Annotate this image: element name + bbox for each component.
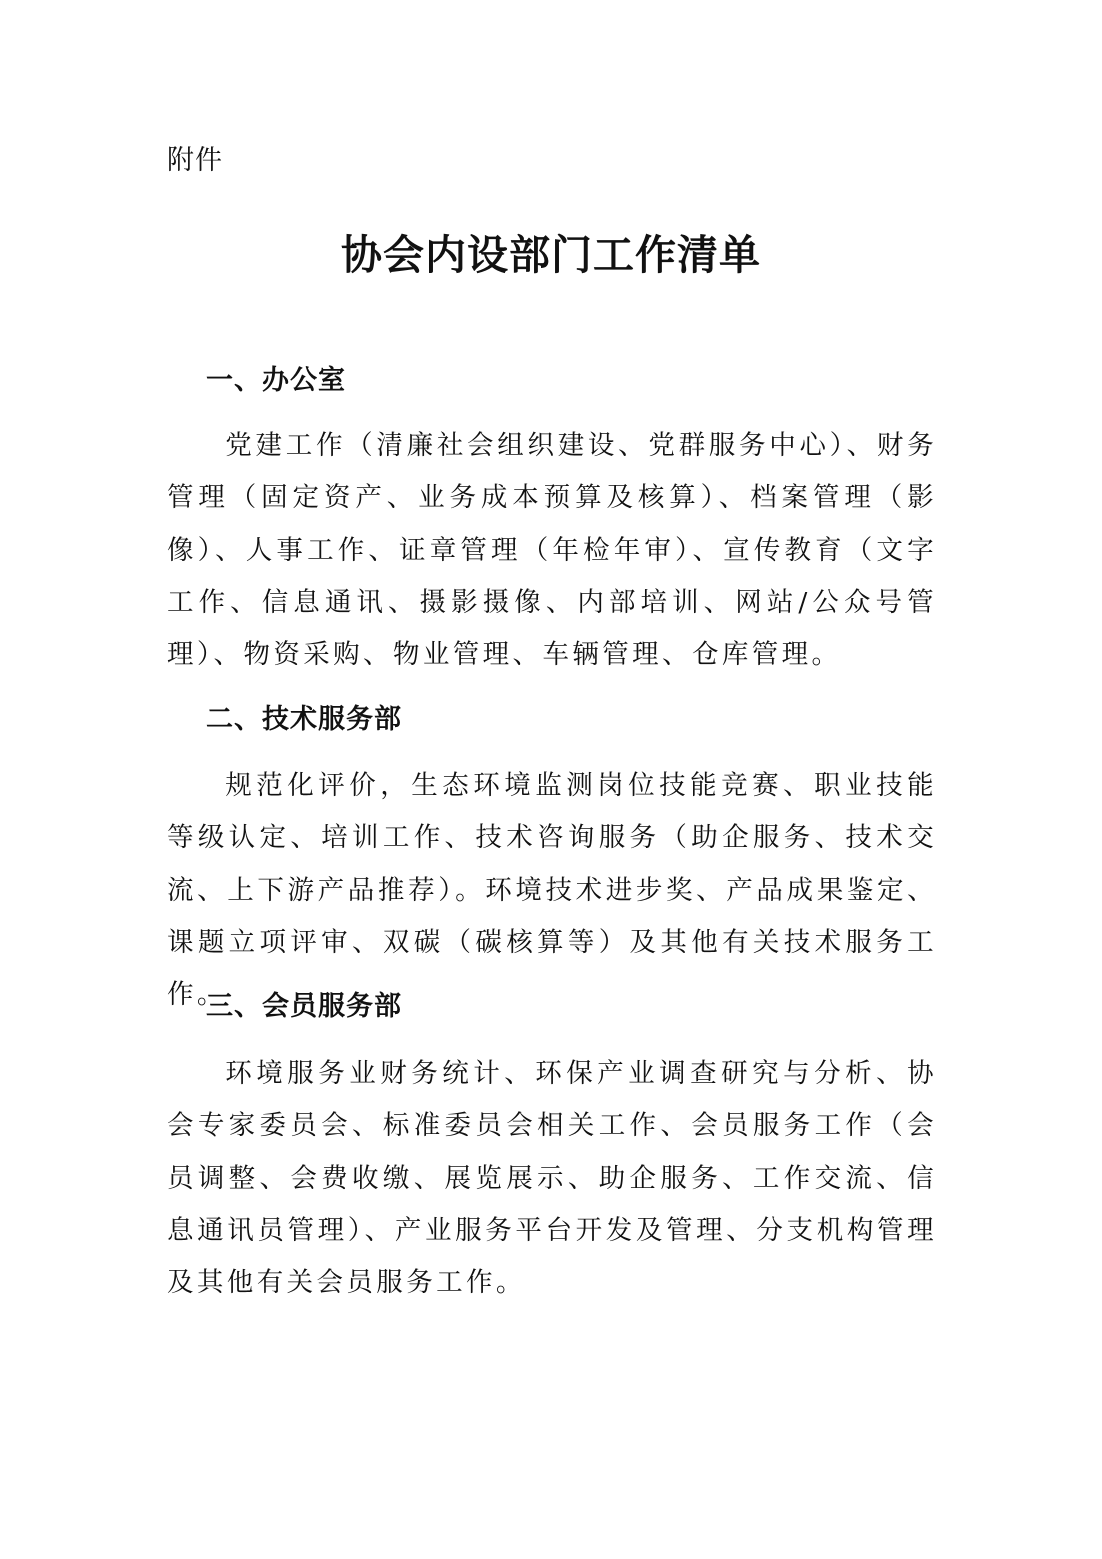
section-heading-technical-service: 二、技术服务部: [206, 704, 402, 735]
section-body-office: 党建工作（清廉社会组织建设、党群服务中心）、财务管理（固定资产、业务成本预算及核算）、档案管理（影像）、人事工作、证章管理（年检年审）、宣传教育（文字工作、信息通讯、摄影摄像、内部培训、网站/公众号管理）、物资采购、物业管理、车辆管理、仓库管理。: [167, 430, 937, 671]
attachment-label: 附件: [167, 145, 223, 176]
section-heading-office: 一、办公室: [206, 365, 346, 396]
section-body-technical-service: 规范化评价，生态环境监测岗位技能竞赛、职业技能等级认定、培训工作、技术咨询服务（助企服务、技术交流、上下游产品推荐）。环境技术进步奖、产品成果鉴定、课题立项评审、双碳（碳核算等）及其他有关技术服务工作。: [167, 770, 937, 1011]
page-title: 协会内设部门工作清单: [341, 231, 761, 279]
section-heading-member-service: 三、会员服务部: [206, 991, 402, 1022]
section-body-member-service: 环境服务业财务统计、环保产业调查研究与分析、协会专家委员会、标准委员会相关工作、会员服务工作（会员调整、会费收缴、展览展示、助企服务、工作交流、信息通讯员管理）、产业服务平台开发及管理、分支机构管理及其他有关会员服务工作。: [167, 1058, 937, 1299]
